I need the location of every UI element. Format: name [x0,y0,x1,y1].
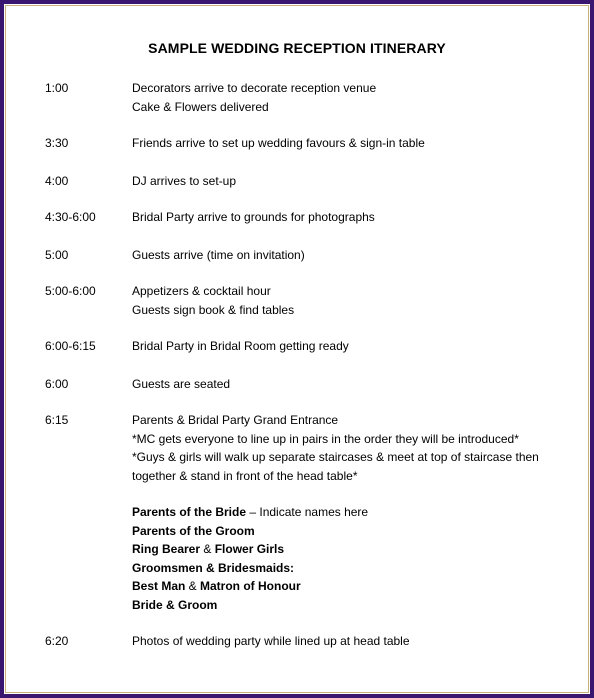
entry-line: *Guys & girls will walk up separate staircases & meet at top of staircase then [132,450,539,464]
intro-best-man-matron [132,577,565,596]
itinerary-row [45,282,565,319]
intro-bride-groom: Bride & Groom [132,597,218,612]
entry-description [132,208,565,227]
itinerary-row [45,632,565,651]
itinerary [45,79,565,651]
entry-line: Friends arrive to set up wedding favours & sign-in table [132,136,425,150]
intro-ampersand: & [185,579,201,593]
intro-flower-girls: Flower Girls [214,542,285,556]
entry-line: Bridal Party in Bridal Room getting ready [132,339,349,353]
intro-note: – Indicate names here [246,505,369,519]
entry-line: Guests sign book & find tables [132,302,295,317]
itinerary-row [45,208,565,227]
intro-parents-of-groom: Parents of the Groom [132,523,255,538]
itinerary-row [45,79,565,116]
entry-time: 6:00-6:15 [45,339,96,353]
entry-line: Guests arrive (time on invitation) [132,247,305,262]
entry-time: 1:00 [45,81,69,95]
intro-ring-bearer: Ring Bearer [132,542,201,556]
entry-line: Photos of wedding party while lined up at head table [132,634,410,648]
entry-description [132,246,565,265]
entry-line: Guests are seated [132,376,231,391]
entry-line: DJ arrives to set-up [132,173,237,188]
intro-matron-of-honour: Matron of Honour [200,579,301,593]
entry-description [132,282,565,319]
entry-line: Decorators arrive to decorate reception venue [132,81,377,95]
entry-description [132,411,565,614]
intro-parents-of-bride [132,503,565,522]
itinerary-row [45,134,565,153]
entry-time: 6:20 [45,634,69,648]
entry-time: 6:00 [45,376,69,391]
entry-time: 6:15 [45,413,69,427]
intro-ring-bearer-flower-girls [132,540,565,559]
entry-description [132,375,565,394]
intro-groomsmen-bridesmaids: Groomsmen & Bridesmaids: [132,560,295,575]
page-title: SAMPLE WEDDING RECEPTION ITINERARY [148,40,446,56]
itinerary-row [45,411,565,614]
entry-line: Appetizers & cocktail hour [132,284,271,298]
entry-time: 5:00 [45,247,69,262]
itinerary-row [45,337,565,356]
entry-description [132,632,565,651]
intro-best-man: Best Man [132,579,186,593]
entry-time: 4:30-6:00 [45,210,96,224]
entry-time: 5:00-6:00 [45,284,96,298]
entry-description [132,79,565,116]
intro-ampersand: & [200,542,215,556]
entry-line: together & stand in front of the head table* [132,468,358,483]
itinerary-row [45,246,565,265]
entry-line: Parents & Bridal Party Grand Entrance [132,413,339,427]
introduction-order [132,503,565,614]
entry-description [132,134,565,153]
entry-description [132,172,565,191]
entry-description [132,337,565,356]
entry-line: Bridal Party arrive to grounds for photographs [132,210,375,224]
entry-line: Cake & Flowers delivered [132,99,269,114]
entry-time: 3:30 [45,136,69,150]
entry-line: *MC gets everyone to line up in pairs in the order they will be introduced* [132,431,519,446]
itinerary-row [45,172,565,191]
itinerary-row [45,375,565,394]
intro-parents-of-bride-label: Parents of the Bride [132,505,247,519]
entry-time: 4:00 [45,173,69,188]
